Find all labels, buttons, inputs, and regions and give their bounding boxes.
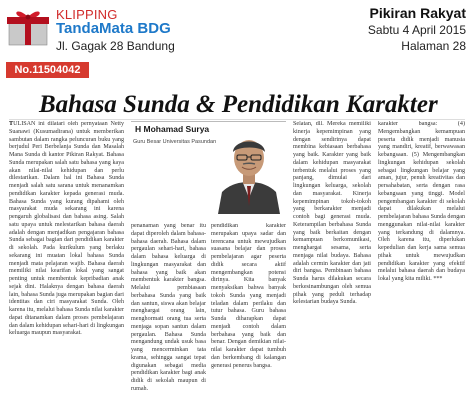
- article-column-2a: [131, 223, 206, 405]
- brand-address: Jl. Gagak 28 Bandung: [56, 39, 175, 53]
- drop-cap: T: [9, 121, 14, 127]
- publication-page: Halaman 28: [401, 39, 466, 53]
- newspaper-article: [9, 83, 465, 405]
- headline-divider: [9, 119, 465, 120]
- article-headline: Bahasa Sunda & Pendidikan Karakter: [39, 91, 438, 118]
- clipping-header: [0, 0, 474, 82]
- article-column-4: [378, 121, 465, 405]
- article-column-2b: [211, 223, 286, 405]
- column-4-text: karakter bangsa: (4) Mengembangkan kemampuan peserta didik menjadi manusia yang mandiri, kreatif, berwawasan kebangsaan. (5) Mengembangkan lingkungan kehidupan sekolah sebagai lingkungan belajar yang aman, jujur, penuh kreativitas dan persahabatan, serta dengan rasa kebangsaan yang tinggi. Model pengembangan karakter di sekolah dapat dilakukan melalui pembelajaran bahasa Sunda dengan menggunakan nilai-nilai karakter yang terkandung di dalamnya. Oleh karena itu, diperlukan kepedulian dan kerja sama semua pihak untuk mewujudkan pendidikan karakter yang efektif melalui bahasa daerah dan budaya lokal yang kita miliki. ***: [378, 121, 465, 282]
- article-column-1: [9, 121, 124, 405]
- author-title: Guru Besar Universitas Pasundan: [133, 139, 217, 145]
- publication-name: Pikiran Rakyat: [369, 5, 466, 21]
- gift-box-icon: [6, 7, 50, 47]
- column-3-text: Selatan, dll. Mereka memiliki kinerja kepemimpinan yang dengan sendirinya dapat membina kebiasaan berbahasa yang baik. Karakter yang baik dalam kehidupan masyarakat terbentuk melalui proses yang panjang, dimulai dari lingkungan keluarga, sekolah dan masyarakat. Kinerja kepemimpinan tokoh-tokoh yang berkarakter menjadi contoh bagi generasi muda. Keterampilan berbahasa Sunda yang baik berkaitan dengan kemampuan berkomunikasi, menghargai sesama, serta menjaga nilai budaya. Bahasa adalah cermin karakter dan jati diri bangsa. Pembinaan bahasa Sunda harus dilakukan secara berkesinambungan oleh semua pihak yang peduli terhadap kelestarian budaya Sunda.: [293, 121, 371, 306]
- author-name: H Mohamad Surya: [135, 124, 210, 134]
- klipping-label: KLIPPING: [56, 7, 118, 22]
- column-2b-text: pendidikan karakter merupakan upaya sadar dan terencana untuk mewujudkan suasana belajar dan proses pembelajaran agar peserta didik secara aktif mengembangkan potensi dirinya. Kita banyak menyaksikan bahwa banyak tokoh Sunda yang menjadi teladan dalam perilaku dan tutur bahasa. Guru bahasa Sunda diharapkan dapat menjadi contoh dalam berbahasa yang baik dan benar. Dengan demikian nilai-nilai karakter dapat tumbuh dan berkembang di kalangan generasi penerus bangsa.: [211, 223, 286, 369]
- author-box: [131, 121, 286, 218]
- column-1-text: ULISAN ini dilatari oleh pernyataan Netty Suanawi (Kusumadirana) untuk memberikan sambutan dalam rangka peluncuran buku yang berjudul Peri Berbelanja Sunda dan Masalah Mana Sunda di kantor Pikiran Rakyat. Bahasa Sunda merupakan salah satu bahasa yang kaya akan nilai-nilai kehidupan dan perlu dilestarikan. Dalam hal ini Bahasa Sunda menjadi salah satu sarana untuk menanamkan pendidikan karakter kepada generasi muda. Bahasa Sunda yang kurang dipahami oleh masyarakat muda sekarang ini karena pengaruh globalisasi dan bahasa asing. Salah satu upaya untuk melestarikan bahasa daerah adalah dengan menjadikan pengajaran bahasa Sunda sebagai bagian dari pendidikan karakter di sekolah. Pada kurikulum yang berlaku sekarang ini muatan lokal bahasa Sunda menjadi mata pelajaran wajib. Bahasa daerah memiliki nilai kearifan lokal yang sangat penting untuk membentuk kepribadian anak sejak dini. Halaknya dengan bahasa daerah lain, bahasa Sunda juga merupakan bagian dari identitas dan ciri masyarakat Sunda. Oleh karena itu, melalui bahasa Sunda nilai karakter dapat ditanamkan dalam proses pembelajaran dan dalam kehidupan sehari-hari di lingkungan keluarga maupun masyarakat.: [9, 121, 124, 337]
- brand-name: TandaMata BDG: [56, 20, 171, 37]
- author-photo: [216, 126, 282, 214]
- publication-date: Sabtu 4 April 2015: [367, 23, 466, 37]
- column-2a-text: penanaman yang benar itu dapat diperoleh dalam bahasa-bahasa daerah. Bahasa dalam pergaulan sehari-hari, bahasa dalam bahasa keluarga di lingkungan masyarakat dan bahasa yang baik akan membentuk karakter bangsa. Melalui pembiasaan berbahasa Sunda yang baik dan santun, siswa akan belajar menghargai orang lain, menghormati orang tua serta menjaga sopan santun dalam pergaulan. Bahasa Sunda mengandung undak usuk basa yang mencerminkan tata krama, sehingga sangat tepat digunakan sebagai media pendidikan karakter bagi anak didik di sekolah maupun di rumah.: [131, 223, 206, 392]
- article-column-3: [293, 121, 371, 405]
- clip-number-badge: No.11504042: [6, 62, 89, 78]
